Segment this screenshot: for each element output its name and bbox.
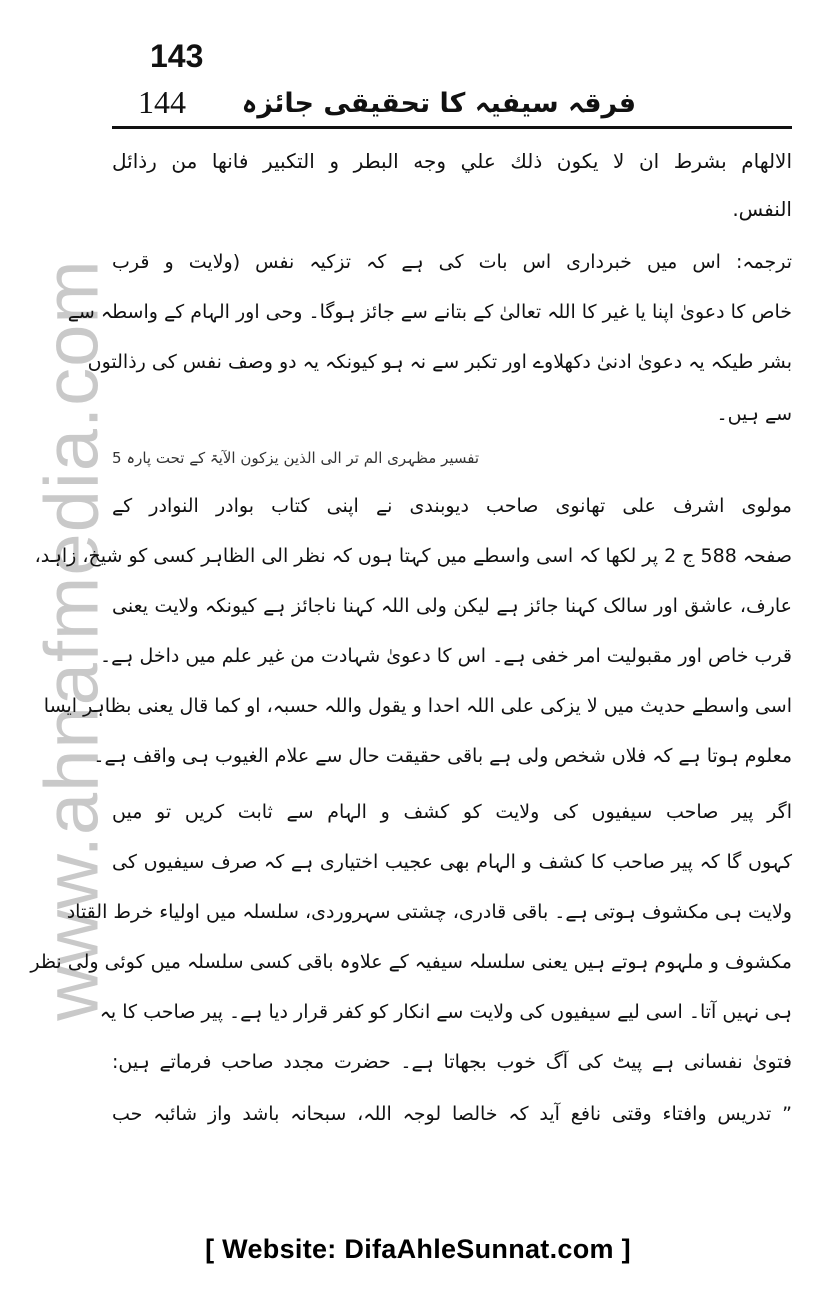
paragraph-line: معلوم ہوتا ہے کہ فلاں شخص ولی ہے باقی حقیقت حال سے علام الغیوب ہی واقف ہے۔ [93,745,792,767]
paragraph-line: قرب خاص اور مقبولیت امر خفی ہے۔ اس کا دعویٰ شہادت من غیر علم میں داخل ہے۔ [100,645,792,667]
arabic-quote-line: الالهام بشرط ان لا يكون ذلك علي وجه البطر و التكبير فانها من رذائل [112,149,792,173]
paragraph-line: صفحہ 588 ج 2 پر لکھا کہ اسی واسطے میں کہتا ہوں کہ نظر الی الظاہر کسی کو شیخ، زاہد، [34,545,792,567]
header-divider [112,126,792,129]
paragraph-line: ہی نہیں آتا۔ اسی لیے سیفیوں کی ولایت سے انکار کو کفر قرار دیا ہے۔ پیر صاحب کا یہ [99,1001,792,1023]
translation-line: ترجمہ: اس میں خبرداری اس بات کی ہے کہ تزکیہ نفس (ولایت و قرب [112,251,792,273]
paragraph-line: فتویٰ نفسانی ہے پیٹ کی آگ خوب بجھاتا ہے۔ حضرت مجدد صاحب فرماتے ہیں: [112,1051,792,1073]
book-page-number: 144 [138,84,186,120]
running-title: فرقہ سیفیہ کا تحقیقی جائزہ [241,88,636,119]
reference-citation: تفسیر مظہری الم تر الی الذین یزکون الآیۃ کے تحت پارہ 5 [112,449,480,467]
paragraph-line: اگر پیر صاحب سیفیوں کی ولایت کو کشف و الہام سے ثابت کریں تو میں [112,801,792,823]
arabic-quote-line: النفس. [732,197,792,221]
translation-line: سے ہیں۔ [716,403,792,425]
paragraph-line: عارف، عاشق اور سالک کہنا جائز ہے لیکن ولی اللہ کہنا ناجائز ہے کیونکہ ولایت یعنی [112,595,792,617]
translation-line: بشر طیکہ یہ دعویٰ ادنیٰ دکھلاوے اور تکبر سے نہ ہو کیونکہ یہ دو وصف نفس کی رذالتوں [87,351,792,373]
paragraph-line: مکشوف و ملہوم ہوتے ہیں یعنی سلسلہ سیفیہ کے علاوہ باقی کسی سلسلہ میں کوئی ولی نظر [30,951,792,973]
paragraph-line: ولایت ہی مکشوف ہوتی ہے۔ باقی قادری، چشتی سہروردی، سلسلہ میں اولیاء خرط القتاد [66,901,792,923]
paragraph-line: ” تدریس وافتاء وقتی نافع آید کہ خالصا لوجہ اللہ، سبحانہ باشد واز شائبہ حب [112,1103,792,1125]
watermark: www.ahnafmedia.com [29,259,115,1021]
paragraph-line: اسی واسطے حدیث میں لا یزکی علی اللہ احدا و یقول واللہ حسبہ، او کما قال یعنی بظاہر ایسا [43,695,792,717]
translation-line: خاص کا دعویٰ اپنا یا غیر کا اللہ تعالیٰ کے بتانے سے جائز ہوگا۔ وحی اور الہام کے واسطہ سے [67,301,792,323]
pdf-page-number: 143 [150,38,204,74]
website-footer: [ Website: DifaAhleSunnat.com ] [205,1234,631,1264]
paragraph-line: مولوی اشرف علی تھانوی صاحب دیوبندی نے اپنی کتاب بوادر النوادر کے [112,495,792,517]
paragraph-line: کہوں گا کہ پیر صاحب کا کشف و الہام بھی عجیب اختیاری ہے کہ صرف سیفیوں کی [112,851,792,873]
